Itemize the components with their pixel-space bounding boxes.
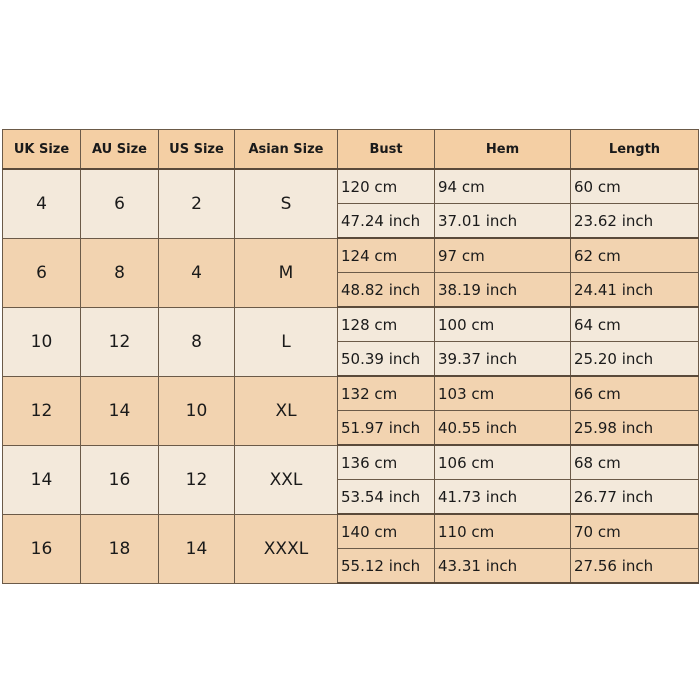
bust-cm-cell: 136 cm (338, 445, 435, 480)
table-row (3, 445, 699, 480)
us-size-cell: 8 (159, 307, 235, 376)
bust-inch-cell: 55.12 inch (338, 549, 435, 584)
uk-size-cell: 14 (3, 445, 81, 514)
uk-size-cell: 12 (3, 376, 81, 445)
us-size-cell: 10 (159, 376, 235, 445)
table-row (3, 169, 699, 204)
bust-cm-cell: 120 cm (338, 169, 435, 204)
header-length: Length (571, 130, 699, 170)
au-size-cell: 12 (81, 307, 159, 376)
au-size-cell: 16 (81, 445, 159, 514)
length-cm-cell: 68 cm (571, 445, 699, 480)
hem-cm-cell: 97 cm (435, 238, 571, 273)
au-size-cell: 8 (81, 238, 159, 307)
asian-size-cell: XXL (235, 445, 338, 514)
uk-size-cell: 6 (3, 238, 81, 307)
hem-cm-cell: 106 cm (435, 445, 571, 480)
asian-size-cell: S (235, 169, 338, 238)
hem-cm-cell: 103 cm (435, 376, 571, 411)
header-row (3, 130, 699, 170)
au-size-cell: 14 (81, 376, 159, 445)
us-size-cell: 2 (159, 169, 235, 238)
hem-inch-cell: 43.31 inch (435, 549, 571, 584)
us-size-cell: 12 (159, 445, 235, 514)
length-inch-cell: 25.20 inch (571, 342, 699, 377)
length-inch-cell: 27.56 inch (571, 549, 699, 584)
table-body (3, 169, 699, 583)
hem-inch-cell: 40.55 inch (435, 411, 571, 446)
length-cm-cell: 64 cm (571, 307, 699, 342)
bust-inch-cell: 48.82 inch (338, 273, 435, 308)
hem-cm-cell: 110 cm (435, 514, 571, 549)
header-asian-size: Asian Size (235, 130, 338, 170)
table-row (3, 376, 699, 411)
length-cm-cell: 70 cm (571, 514, 699, 549)
bust-inch-cell: 50.39 inch (338, 342, 435, 377)
hem-inch-cell: 37.01 inch (435, 204, 571, 239)
bust-cm-cell: 140 cm (338, 514, 435, 549)
header-uk-size: UK Size (3, 130, 81, 170)
bust-cm-cell: 128 cm (338, 307, 435, 342)
hem-inch-cell: 38.19 inch (435, 273, 571, 308)
bust-inch-cell: 53.54 inch (338, 480, 435, 515)
header-au-size: AU Size (81, 130, 159, 170)
length-inch-cell: 25.98 inch (571, 411, 699, 446)
asian-size-cell: XL (235, 376, 338, 445)
bust-inch-cell: 47.24 inch (338, 204, 435, 239)
uk-size-cell: 16 (3, 514, 81, 583)
length-cm-cell: 62 cm (571, 238, 699, 273)
hem-cm-cell: 94 cm (435, 169, 571, 204)
table-header (3, 130, 699, 170)
uk-size-cell: 10 (3, 307, 81, 376)
header-us-size: US Size (159, 130, 235, 170)
us-size-cell: 4 (159, 238, 235, 307)
asian-size-cell: L (235, 307, 338, 376)
asian-size-cell: M (235, 238, 338, 307)
header-hem: Hem (435, 130, 571, 170)
length-cm-cell: 60 cm (571, 169, 699, 204)
us-size-cell: 14 (159, 514, 235, 583)
asian-size-cell: XXXL (235, 514, 338, 583)
hem-cm-cell: 100 cm (435, 307, 571, 342)
length-inch-cell: 26.77 inch (571, 480, 699, 515)
au-size-cell: 18 (81, 514, 159, 583)
bust-cm-cell: 124 cm (338, 238, 435, 273)
length-inch-cell: 23.62 inch (571, 204, 699, 239)
bust-cm-cell: 132 cm (338, 376, 435, 411)
length-cm-cell: 66 cm (571, 376, 699, 411)
hem-inch-cell: 39.37 inch (435, 342, 571, 377)
header-bust: Bust (338, 130, 435, 170)
size-chart-table (2, 129, 699, 584)
uk-size-cell: 4 (3, 169, 81, 238)
table-row (3, 514, 699, 549)
table-row (3, 238, 699, 273)
table-row (3, 307, 699, 342)
bust-inch-cell: 51.97 inch (338, 411, 435, 446)
hem-inch-cell: 41.73 inch (435, 480, 571, 515)
length-inch-cell: 24.41 inch (571, 273, 699, 308)
au-size-cell: 6 (81, 169, 159, 238)
